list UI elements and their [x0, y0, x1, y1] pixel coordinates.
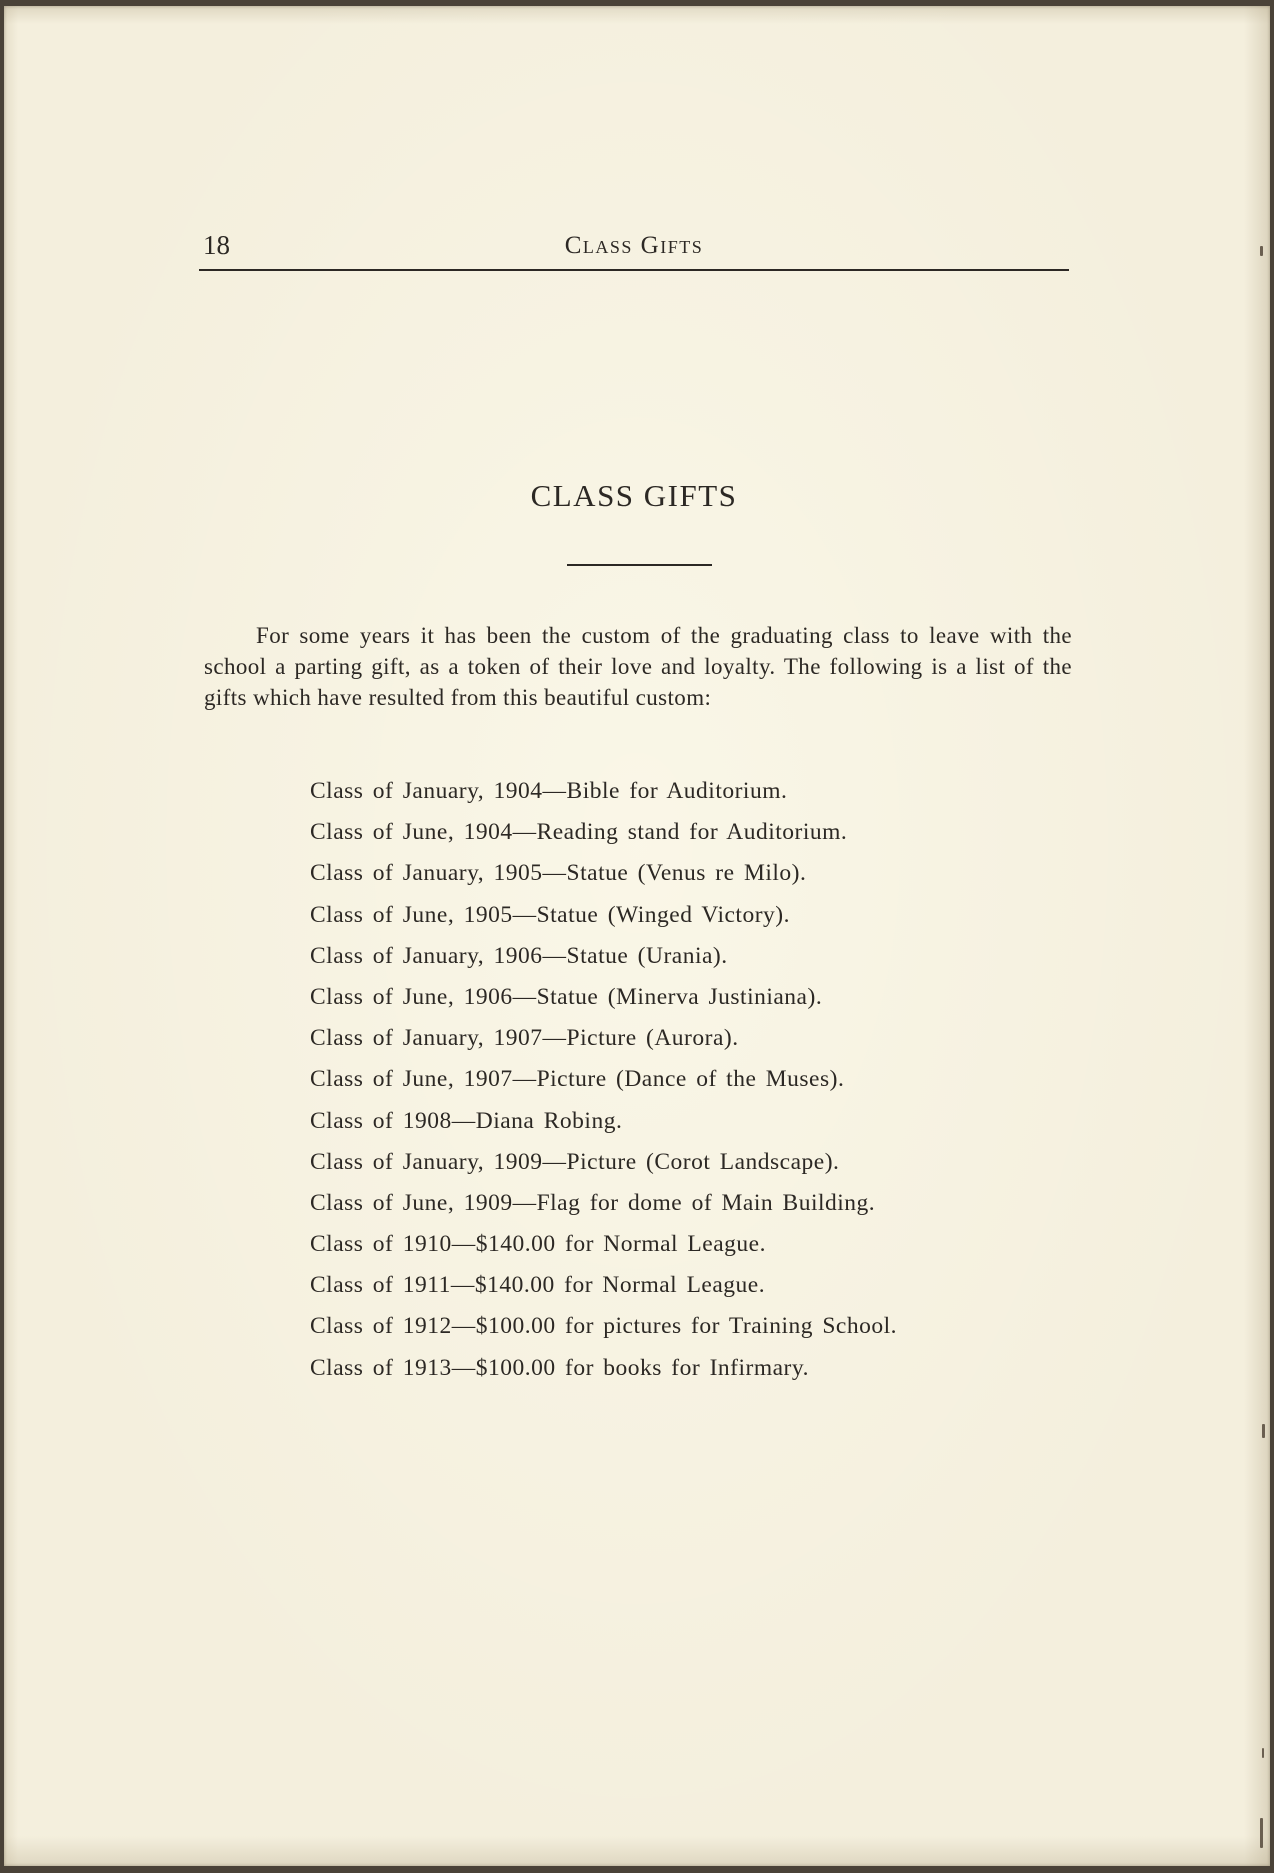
page-number: 18 [203, 230, 230, 260]
section-title: CLASS GIFTS [530, 478, 738, 513]
gift-list [310, 771, 897, 1389]
gift-item: Class of June, 1906—Statue (Minerva Justiniana). [310, 983, 823, 1010]
gift-item: Class of 1908—Diana Robing. [310, 1107, 623, 1134]
intro-paragraph: For some years it has been the custom of the graduating class to leave with the school a parting gift, as a token of their love and loyalty. The following is a list of the gifts which have resulted from this beautiful custom: [204, 623, 1072, 710]
gift-item: Class of January, 1909—Picture (Corot Landscape). [310, 1148, 840, 1175]
book-page [4, 6, 1270, 1866]
running-title: Class Gifts [564, 232, 704, 259]
title-rule [567, 564, 712, 566]
paper-speck [1260, 246, 1263, 256]
gift-item: Class of 1911—$140.00 for Normal League. [310, 1272, 766, 1299]
paper-speck [1262, 1424, 1265, 1438]
gift-item: Class of 1912—$100.00 for pictures for Training School. [310, 1313, 898, 1340]
gift-item: Class of January, 1907—Picture (Aurora). [310, 1025, 739, 1052]
gift-item: Class of January, 1906—Statue (Urania). [310, 942, 728, 969]
gift-item: Class of 1913—$100.00 for books for Infirmary. [310, 1354, 809, 1381]
running-head [199, 228, 1069, 270]
header-rule [199, 269, 1069, 271]
gift-item: Class of June, 1909—Flag for dome of Main Building. [310, 1189, 876, 1216]
gift-item: Class of June, 1905—Statue (Winged Victory). [310, 901, 790, 928]
gift-item: Class of June, 1907—Picture (Dance of the Muses). [310, 1066, 845, 1093]
gift-item: Class of June, 1904—Reading stand for Auditorium. [310, 819, 848, 846]
paper-speck [1262, 1748, 1264, 1758]
gift-item: Class of January, 1904—Bible for Auditorium. [310, 778, 788, 804]
gift-item: Class of 1910—$140.00 for Normal League. [310, 1231, 766, 1258]
gift-item: Class of January, 1905—Statue (Venus re Milo). [310, 860, 807, 887]
paper-speck [1260, 1818, 1263, 1848]
